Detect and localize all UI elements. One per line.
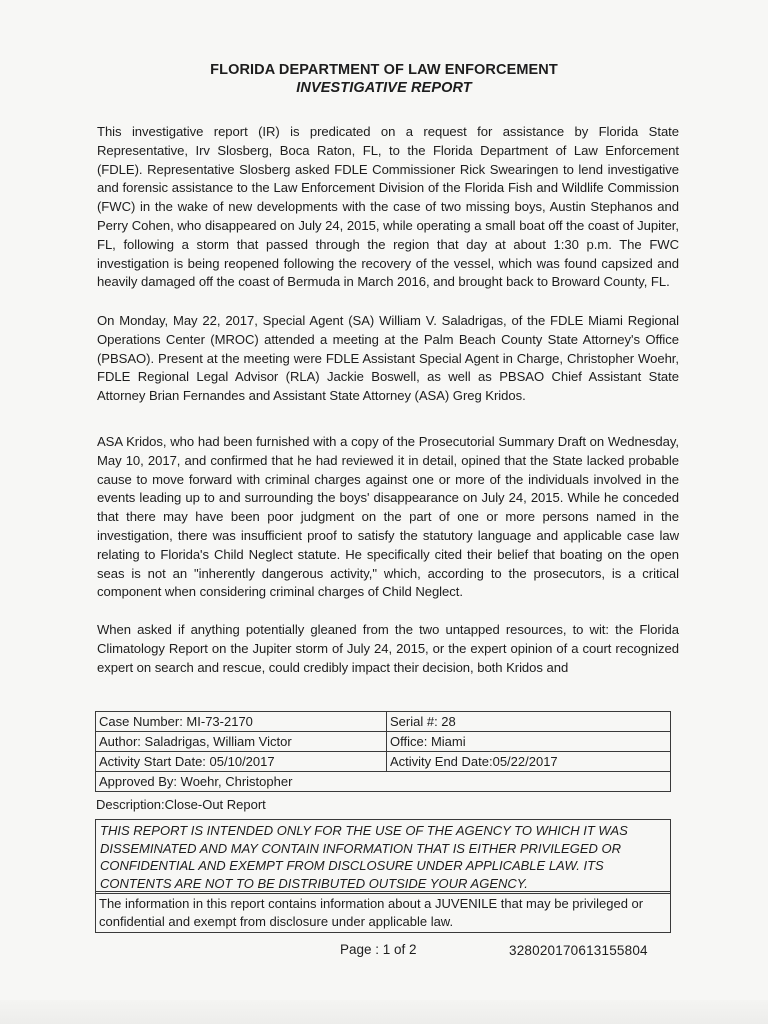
paragraph-4: When asked if anything potentially gleaned from the two untapped resources, to wit: the Florida Climatology Report on the Jupiter storm of July 24, 2015, or the expert opinion of a court recognized expert on search and rescue, could credibly impact their decision, both Kridos and: [97, 622, 679, 675]
juvenile-notice: The information in this report contains information about a JUVENILE that may be privileged or confidential and exempt from disclosure under applicable law.: [95, 891, 671, 933]
case-number-cell: Case Number: MI-73-2170: [96, 712, 387, 732]
table-row: [96, 732, 671, 752]
author-cell: Author: Saladrigas, William Victor: [96, 732, 387, 752]
serial-cell: Serial #: 28: [387, 712, 671, 732]
agency-title: FLORIDA DEPARTMENT OF LAW ENFORCEMENT: [210, 62, 558, 78]
paragraph-1: This investigative report (IR) is predicated on a request for assistance by Florida State Representative, Irv Slosberg, Boca Raton, FL, to the Florida Department of Law Enforcement (FDLE). Representative Slosberg asked FDLE Commissioner Rick Swearingen to lend investigative and forensic assistance to the Law Enforcement Division of the Florida Fish and Wildlife Commission (FWC) in the wake of new developments with the case of two missing boys, Austin Stephanos and Perry Cohen, who disappeared on July 24, 2015, while operating a small boat off the coast of Jupiter, FL, following a storm that passed through the region that day at about 1:30 p.m. The FWC investigation is being reopened following the recovery of the vessel, which was found capsized and heavily damaged off the coast of Bermuda in March 2016, and brought back to Broward County, FL.: [97, 124, 679, 290]
activity-end-cell: Activity End Date:05/22/2017: [387, 752, 671, 772]
case-info-table: [95, 711, 671, 792]
scan-edge: [0, 1000, 768, 1024]
paragraph-2: On Monday, May 22, 2017, Special Agent (SA) William V. Saladrigas, of the FDLE Miami Regional Operations Center (MROC) attended a meeting at the Palm Beach County State Attorney's Office (PBSAO). Present at the meeting were FDLE Assistant Special Agent in Charge, Christopher Woehr, FDLE Regional Legal Advisor (RLA) Jackie Boswell, as well as PBSAO Chief Assistant State Attorney Brian Fernandes and Assistant State Attorney (ASA) Greg Kridos.: [97, 313, 679, 404]
paragraph-3: ASA Kridos, who had been furnished with a copy of the Prosecutorial Summary Draft on Wednesday, May 10, 2017, and confirmed that he had reviewed it in detail, opined that the State lacked probable cause to move forward with criminal charges against one or more of the individuals involved in the events leading up to and surrounding the boys' disappearance on July 24, 2015. While he conceded that there may have been poor judgment on the part of one or more persons named in the investigation, there was insufficient proof to satisfy the statutory language and applicable case law relating to Florida's Child Neglect statute. He specifically cited their belief that boating on the open seas is not an "inherently dangerous activity," which, according to the prosecutors, is a critical component when considering criminal charges of Child Neglect.: [97, 434, 679, 600]
table-row: [96, 772, 671, 792]
office-cell: Office: Miami: [387, 732, 671, 752]
approved-by-cell: Approved By: Woehr, Christopher: [96, 772, 671, 792]
description-line: Description:Close-Out Report: [96, 797, 266, 812]
table-row: [96, 752, 671, 772]
dissemination-notice: THIS REPORT IS INTENDED ONLY FOR THE USE OF THE AGENCY TO WHICH IT WAS DISSEMINATED AND MAY CONTAIN INFORMATION THAT IS EITHER PRIVILEGED OR CONFIDENTIAL AND EXEMPT FROM DISCLOSURE UNDER APPLICABLE LAW. ITS CONTENTS ARE NOT TO BE DISTRIBUTED OUTSIDE YOUR AGENCY.: [95, 819, 671, 894]
table-row: [96, 712, 671, 732]
activity-start-cell: Activity Start Date: 05/10/2017: [96, 752, 387, 772]
report-type-title: INVESTIGATIVE REPORT: [296, 80, 472, 96]
page-number: Page : 1 of 2: [340, 942, 417, 957]
document-id: 328020170613155804: [509, 943, 648, 958]
